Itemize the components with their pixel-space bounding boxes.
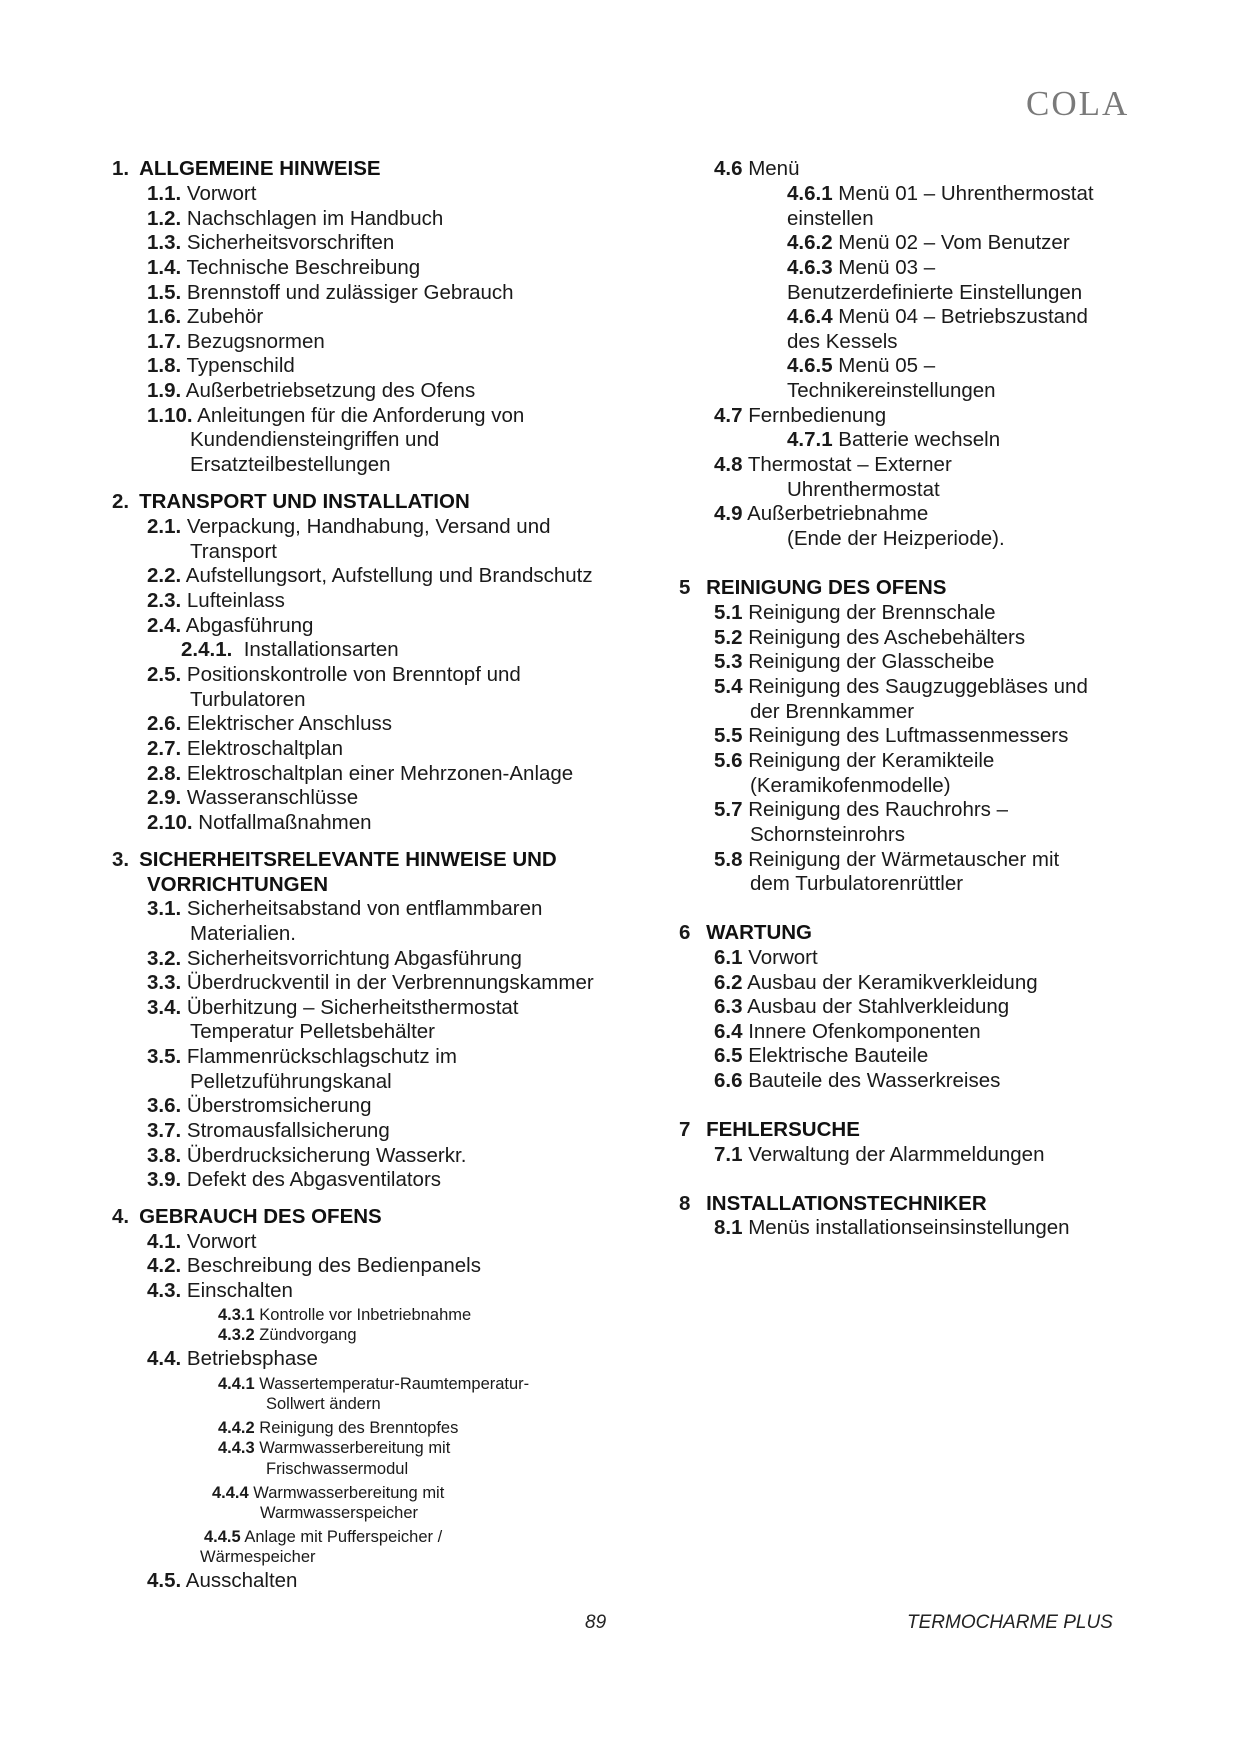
toc-entry-text: Überdrucksicherung Wasserkr. [181, 1144, 467, 1167]
right-toc-entry [714, 971, 1038, 995]
toc-entry-text: Wassertemperatur-Raumtemperatur- [254, 1375, 530, 1393]
toc-entry-number: 8 [679, 1192, 691, 1215]
toc-entry-text: Verpackung, Handhabung, Versand und [181, 515, 551, 538]
toc-entry-text: Warmwasserbereitung mit [248, 1484, 445, 1502]
toc-entry-number: 3.2. [147, 947, 182, 970]
toc-entry-text: Bauteile des Wasserkreises [742, 1069, 1001, 1092]
toc-entry-text: Thermostat – Externer [742, 453, 952, 476]
toc-entry-number: 4.4.5 [204, 1528, 241, 1546]
right-toc-entry [787, 231, 1070, 255]
toc-entry-number: 5.3 [714, 650, 743, 673]
toc-entry-number: 2.8. [147, 762, 182, 785]
toc-entry-text: Transport [190, 540, 277, 563]
toc-entry-number: 4.6.2 [787, 231, 833, 254]
toc-entry-number: 4.5. [147, 1569, 182, 1592]
right-toc-entry [679, 1192, 987, 1216]
toc-entry-text: Ersatzteilbestellungen [190, 453, 391, 476]
toc-entry-text: Sollwert ändern [266, 1395, 381, 1413]
toc-entry-number: 4.7.1 [787, 428, 833, 451]
toc-entry-number: 8.1 [714, 1216, 743, 1239]
toc-entry-number: 6.5 [714, 1044, 743, 1067]
toc-entry-text: Menüs installationseinsinstellungen [742, 1216, 1070, 1239]
toc-entry-text: Reinigung des Saugzuggebläses und [742, 675, 1088, 698]
toc-entry-number: 4. [112, 1205, 130, 1228]
right-toc-entry [714, 798, 1008, 822]
toc-entry-number: 1.9. [147, 379, 182, 402]
toc-entry-text: des Kessels [787, 330, 898, 353]
page-number: 89 [585, 1612, 607, 1633]
right-toc-entry [787, 207, 874, 231]
toc-entry-number: 2.2. [147, 564, 182, 587]
right-toc-entry [714, 1143, 1045, 1167]
toc-entry-text: Reinigung der Keramikteile [742, 749, 995, 772]
toc-entry-number: 2. [112, 490, 130, 513]
toc-entry-number: 2.6. [147, 712, 182, 735]
right-toc-entry [714, 1044, 928, 1068]
toc-entry-number: 1.8. [147, 354, 182, 377]
toc-entry-text: Außerbetriebsetzung des Ofens [181, 379, 476, 402]
toc-entry-number: 2.4.1. [181, 638, 233, 661]
toc-entry-text: Anlage mit Pufferspeicher / [240, 1528, 443, 1546]
toc-entry-text: Kundendiensteingriffen und [190, 428, 440, 451]
toc-entry-number: 1.2. [147, 207, 182, 230]
toc-entry-text: Sicherheitsabstand von entflammbaren [181, 897, 543, 920]
toc-entry-text: Menü [742, 157, 800, 180]
toc-entry-text: Reinigung des Rauchrohrs – [742, 798, 1009, 821]
toc-entry-text: Technische Beschreibung [181, 256, 421, 279]
toc-entry-text: SICHERHEITSRELEVANTE HINWEISE UND [139, 848, 557, 871]
right-toc-entry [679, 1118, 860, 1142]
right-toc-entry [714, 749, 994, 773]
toc-entry-text: Überhitzung – Sicherheitsthermostat [181, 996, 519, 1019]
right-toc-entry [714, 1069, 1000, 1093]
toc-entry-text: Reinigung des Aschebehälters [742, 626, 1026, 649]
toc-entry-number: 6.1 [714, 946, 743, 969]
toc-entry-number: 5 [679, 576, 691, 599]
toc-entry-text: GEBRAUCH DES OFENS [139, 1205, 382, 1228]
toc-entry-number: 6.4 [714, 1020, 743, 1043]
right-toc-entry [787, 428, 1000, 452]
toc-entry-number: 5.8 [714, 848, 743, 871]
right-toc-entry [714, 675, 1088, 699]
right-toc-entry [787, 478, 940, 502]
right-toc-entry [787, 256, 935, 280]
right-toc-entry [714, 848, 1059, 872]
toc-entry-text: Technikereinstellungen [787, 379, 996, 402]
toc-entry-text: Temperatur Pelletsbehälter [190, 1020, 435, 1043]
toc-entry-text: Elektrische Bauteile [742, 1044, 929, 1067]
product-name: TERMOCHARME PLUS [907, 1612, 1113, 1633]
toc-entry-number: 1.1. [147, 182, 182, 205]
toc-entry-text: FEHLERSUCHE [700, 1118, 860, 1141]
toc-entry-number: 4.3.2 [218, 1326, 255, 1344]
toc-entry-number: 6.6 [714, 1069, 743, 1092]
toc-entry-text: Reinigung der Brennschale [742, 601, 996, 624]
toc-entry-number: 4.6.4 [787, 305, 833, 328]
toc-entry-text: Defekt des Abgasventilators [181, 1168, 442, 1191]
toc-entry-number: 6.2 [714, 971, 743, 994]
toc-entry-text: Zündvorgang [254, 1326, 357, 1344]
toc-entry-text: Notfallmaßnahmen [192, 811, 372, 834]
toc-entry-number: 2.7. [147, 737, 182, 760]
toc-entry-text: Sicherheitsvorschriften [181, 231, 395, 254]
toc-entry-text: Schornsteinrohrs [750, 823, 905, 846]
toc-entry-number: 1. [112, 157, 130, 180]
toc-entry-number: 5.1 [714, 601, 743, 624]
toc-entry-number: 5.6 [714, 749, 743, 772]
toc-entry-text: (Keramikofenmodelle) [750, 774, 951, 797]
toc-entry-number: 3.9. [147, 1168, 182, 1191]
toc-entry-number: 4.6 [714, 157, 743, 180]
toc-entry-number: 2.1. [147, 515, 182, 538]
toc-entry-number: 4.1. [147, 1230, 182, 1253]
toc-entry-text: Menü 03 – [832, 256, 936, 279]
right-toc-entry [714, 601, 996, 625]
toc-entry-number: 4.4.3 [218, 1439, 255, 1457]
toc-entry-text: Frischwassermodul [266, 1460, 409, 1478]
toc-entry-number: 4.2. [147, 1254, 182, 1277]
toc-entry-text: einstellen [787, 207, 874, 230]
toc-entry-number: 5.5 [714, 724, 743, 747]
toc-entry-number: 4.4. [147, 1347, 182, 1370]
toc-entry-number: 3.4. [147, 996, 182, 1019]
toc-entry-text: Fernbedienung [742, 404, 887, 427]
toc-entry-text: Positionskontrolle von Brenntopf und [181, 663, 521, 686]
toc-entry-text: Uhrenthermostat [787, 478, 940, 501]
toc-entry-number: 1.10. [147, 404, 193, 427]
toc-entry-text: VORRICHTUNGEN [147, 873, 329, 896]
toc-entry-text: Zubehör [181, 305, 264, 328]
toc-entry-number: 4.7 [714, 404, 743, 427]
toc-entry-text: Aufstellungsort, Aufstellung und Brandschutz [181, 564, 593, 587]
toc-entry-text: WARTUNG [700, 921, 813, 944]
toc-entry-text: Benutzerdefinierte Einstellungen [787, 281, 1083, 304]
toc-entry-text: Menü 04 – Betriebszustand [832, 305, 1088, 328]
toc-entry-text: TRANSPORT UND INSTALLATION [139, 490, 470, 513]
toc-entry-text: Elektroschaltplan einer Mehrzonen-Anlage [181, 762, 574, 785]
toc-entry-text: Warmwasserspeicher [260, 1504, 419, 1522]
toc-entry-number: 3.3. [147, 971, 182, 994]
toc-entry-number: 3.7. [147, 1119, 182, 1142]
toc-entry-number: 4.4.2 [218, 1419, 255, 1437]
toc-entry-text: Elektrischer Anschluss [181, 712, 392, 735]
toc-entry-text: Vorwort [181, 1230, 257, 1253]
toc-entry-text: Ausbau der Stahlverkleidung [742, 995, 1010, 1018]
toc-entry-text: Reinigung der Glasscheibe [742, 650, 995, 673]
toc-entry-number: 4.9 [714, 502, 743, 525]
toc-entry-number: 3.6. [147, 1094, 182, 1117]
right-toc-entry [679, 576, 946, 600]
toc-entry-text: REINIGUNG DES OFENS [700, 576, 947, 599]
toc-entry-text: Installationsarten [232, 638, 399, 661]
toc-entry-text: dem Turbulatorenrüttler [750, 872, 964, 895]
toc-entry-number: 1.7. [147, 330, 182, 353]
toc-entry-text: Bezugsnormen [181, 330, 325, 353]
toc-entry-text: Betriebsphase [181, 1347, 318, 1370]
toc-entry-text: Anleitungen für die Anforderung von [192, 404, 525, 427]
toc-entry-text: Ausschalten [181, 1569, 298, 1592]
toc-entry-text: der Brennkammer [750, 700, 915, 723]
toc-entry-text: Wasseranschlüsse [181, 786, 359, 809]
right-toc-entry [787, 182, 1094, 206]
toc-entry-text: Lufteinlass [181, 589, 285, 612]
toc-entry-number: 4.4.4 [212, 1484, 249, 1502]
toc-entry-number: 3.8. [147, 1144, 182, 1167]
right-toc-entry [679, 921, 812, 945]
toc-entry-number: 4.8 [714, 453, 743, 476]
toc-entry-text: Menü 02 – Vom Benutzer [832, 231, 1070, 254]
toc-entry-number: 6 [679, 921, 691, 944]
toc-entry-number: 2.4. [147, 614, 182, 637]
right-toc-entry [787, 379, 996, 403]
toc-entry-number: 4.6.3 [787, 256, 833, 279]
toc-entry-text: Sicherheitsvorrichtung Abgasführung [181, 947, 522, 970]
toc-entry-text: ALLGEMEINE HINWEISE [139, 157, 381, 180]
right-toc-entry [714, 995, 1009, 1019]
toc-entry-number: 7 [679, 1118, 691, 1141]
right-toc-entry [787, 281, 1082, 305]
toc-entry-text: Überstromsicherung [181, 1094, 372, 1117]
toc-entry-text: Außerbetriebnahme [742, 502, 929, 525]
toc-entry-text: Beschreibung des Bedienpanels [181, 1254, 481, 1277]
toc-entry-text: INSTALLATIONSTECHNIKER [700, 1192, 987, 1215]
toc-entry-number: 1.5. [147, 281, 182, 304]
toc-entry-text: Turbulatoren [190, 688, 306, 711]
toc-entry-text: (Ende der Heizperiode). [787, 527, 1005, 550]
toc-entry-number: 5.4 [714, 675, 743, 698]
toc-entry-text: Überdruckventil in der Verbrennungskammer [181, 971, 594, 994]
toc-entry-text: Verwaltung der Alarmmeldungen [742, 1143, 1045, 1166]
right-toc-entry [714, 626, 1025, 650]
right-toc-entry [714, 157, 799, 181]
toc-entry-text: Stromausfallsicherung [181, 1119, 390, 1142]
right-toc-entry [750, 823, 905, 847]
toc-entry-text: Elektroschaltplan [181, 737, 344, 760]
toc-entry-number: 6.3 [714, 995, 743, 1018]
toc-entry-text: Reinigung des Luftmassenmessers [742, 724, 1069, 747]
right-toc-entry [750, 700, 914, 724]
right-toc-entry [714, 1216, 1070, 1240]
toc-entry-text: Wärmespeicher [200, 1548, 316, 1566]
right-toc-entry [714, 453, 952, 477]
toc-entry-text: Pelletzuführungskanal [190, 1070, 392, 1093]
toc-entry-number: 3. [112, 848, 130, 871]
toc-entry-text: Innere Ofenkomponenten [742, 1020, 981, 1043]
right-toc-entry [787, 305, 1088, 329]
toc-entry-text: Ausbau der Keramikverkleidung [742, 971, 1038, 994]
toc-entry-number: 7.1 [714, 1143, 743, 1166]
toc-entry-text: Warmwasserbereitung mit [254, 1439, 451, 1457]
toc-entry-text: Menü 05 – [832, 354, 936, 377]
right-toc-entry [787, 354, 935, 378]
toc-entry-text: Nachschlagen im Handbuch [181, 207, 444, 230]
right-toc-entry [714, 650, 994, 674]
toc-entry-text: Reinigung der Wärmetauscher mit [742, 848, 1060, 871]
toc-entry-number: 1.6. [147, 305, 182, 328]
toc-entry-text: Vorwort [742, 946, 818, 969]
toc-entry-number: 4.3. [147, 1279, 182, 1302]
toc-entry-number: 3.1. [147, 897, 182, 920]
toc-entry-text: Kontrolle vor Inbetriebnahme [254, 1306, 472, 1324]
toc-entry-number: 4.6.5 [787, 354, 833, 377]
cola-logo: COLA [1026, 84, 1130, 123]
toc-entry-text: Menü 01 – Uhrenthermostat [832, 182, 1094, 205]
toc-entry-number: 2.3. [147, 589, 182, 612]
toc-entry-text: Reinigung des Brenntopfes [254, 1419, 459, 1437]
right-toc-entry [714, 1020, 981, 1044]
right-toc-entry [714, 404, 886, 428]
toc-entry-text: Typenschild [181, 354, 295, 377]
toc-entry-text: Vorwort [181, 182, 257, 205]
toc-entry-number: 5.2 [714, 626, 743, 649]
toc-entry-number: 3.5. [147, 1045, 182, 1068]
toc-entry-text: Abgasführung [181, 614, 314, 637]
right-toc-entry [750, 872, 963, 896]
right-toc-entry [714, 724, 1068, 748]
toc-entry-number: 4.4.1 [218, 1375, 255, 1393]
toc-entry-text: Batterie wechseln [832, 428, 1001, 451]
toc-entry-text: Flammenrückschlagschutz im [181, 1045, 457, 1068]
toc-entry-number: 4.6.1 [787, 182, 833, 205]
right-toc-entry [787, 527, 1005, 551]
toc-entry-text: Einschalten [181, 1279, 293, 1302]
toc-entry-number: 2.5. [147, 663, 182, 686]
toc-entry-number: 2.10. [147, 811, 193, 834]
toc-entry-number: 4.3.1 [218, 1306, 255, 1324]
toc-entry-text: Materialien. [190, 922, 296, 945]
toc-entry-number: 1.3. [147, 231, 182, 254]
toc-entry-number: 1.4. [147, 256, 182, 279]
right-toc-entry [714, 946, 818, 970]
toc-entry-number: 5.7 [714, 798, 743, 821]
right-toc-entry [750, 774, 951, 798]
toc-entry-number: 2.9. [147, 786, 182, 809]
right-toc-entry [714, 502, 928, 526]
toc-entry-text: Brennstoff und zulässiger Gebrauch [181, 281, 514, 304]
right-toc-entry [787, 330, 898, 354]
